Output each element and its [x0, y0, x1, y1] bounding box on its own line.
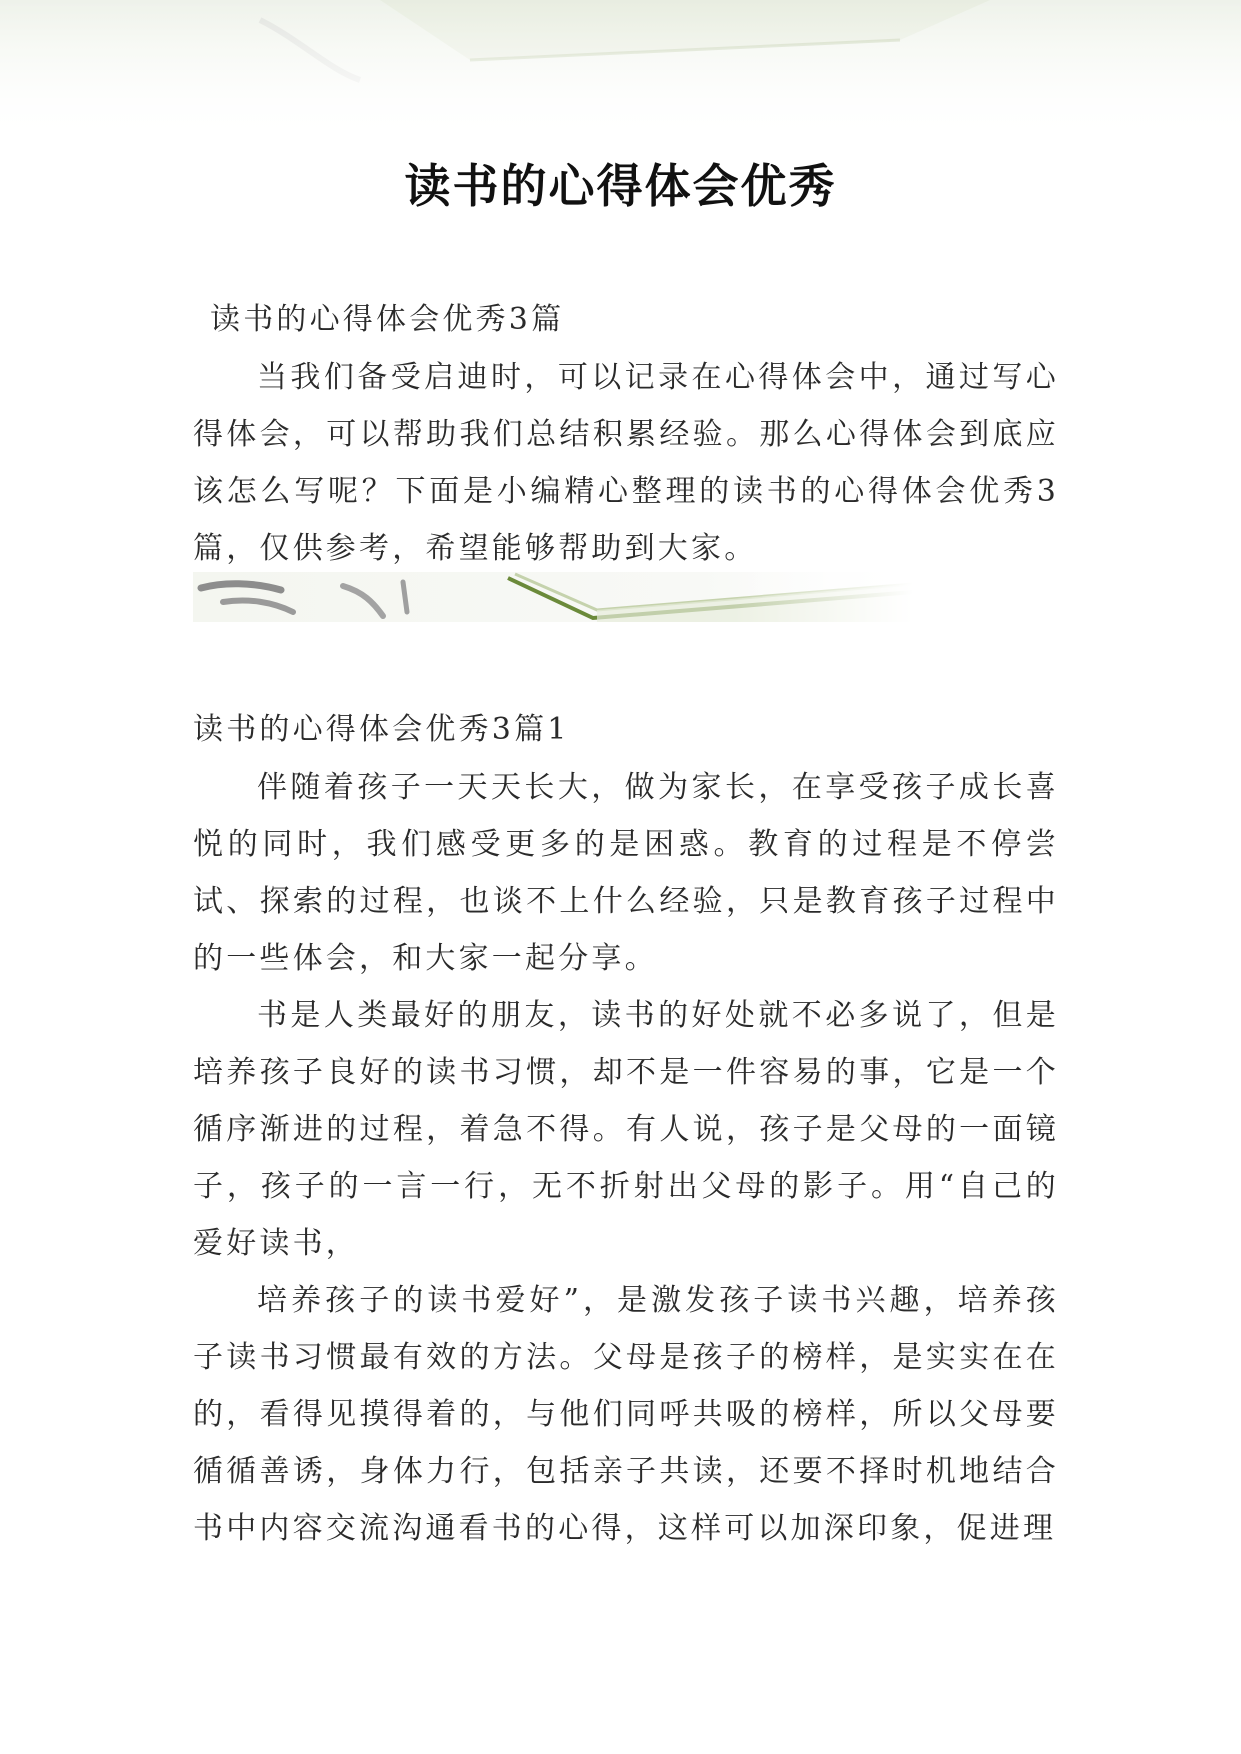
book-photo-cropped-icon [193, 572, 913, 622]
mid-book-image [193, 572, 913, 622]
section-body [193, 759, 1059, 1557]
document-title: 读书的心得体会优秀 [404, 159, 837, 213]
section-heading-1: 读书的心得体会优秀3篇1 [193, 712, 570, 747]
document-subtitle: 读书的心得体会优秀3篇 [210, 302, 565, 337]
intro-block [193, 349, 1059, 577]
body-paragraph-2: 书是人类最好的朋友，读书的好处就不必多说了，但是培养孩子良好的读书习惯，却不是一件容易的事，它是一个循序渐进的过程，着急不得。有人说，孩子是父母的一面镜子，孩子的一言一行，无不折射出父母的影子。用“自己的爱好读书， [193, 998, 1059, 1261]
book-photo-faded-icon [0, 0, 1241, 140]
intro-paragraph: 当我们备受启迪时，可以记录在心得体会中，通过写心得体会，可以帮助我们总结积累经验。那么心得体会到底应该怎么写呢？下面是小编精心整理的读书的心得体会优秀3篇，仅供参考，希望能够帮助到大家。 [193, 360, 1059, 566]
body-paragraph-1: 伴随着孩子一天天长大，做为家长，在享受孩子成长喜悦的同时，我们感受更多的是困惑。教育的过程是不停尝试、探索的过程，也谈不上什么经验，只是教育孩子过程中的一些体会，和大家一起分享。 [193, 770, 1059, 976]
body-paragraph-3: 培养孩子的读书爱好”，是激发孩子读书兴趣，培养孩子读书习惯最有效的方法。父母是孩子的榜样，是实实在在的，看得见摸得着的，与他们同呼共吸的榜样，所以父母要循循善诱，身体力行，包括亲子共读，还要不择时机地结合书中内容交流沟通看书的心得，这样可以加深印象，促进理 [193, 1283, 1059, 1546]
top-book-image [0, 0, 1241, 140]
